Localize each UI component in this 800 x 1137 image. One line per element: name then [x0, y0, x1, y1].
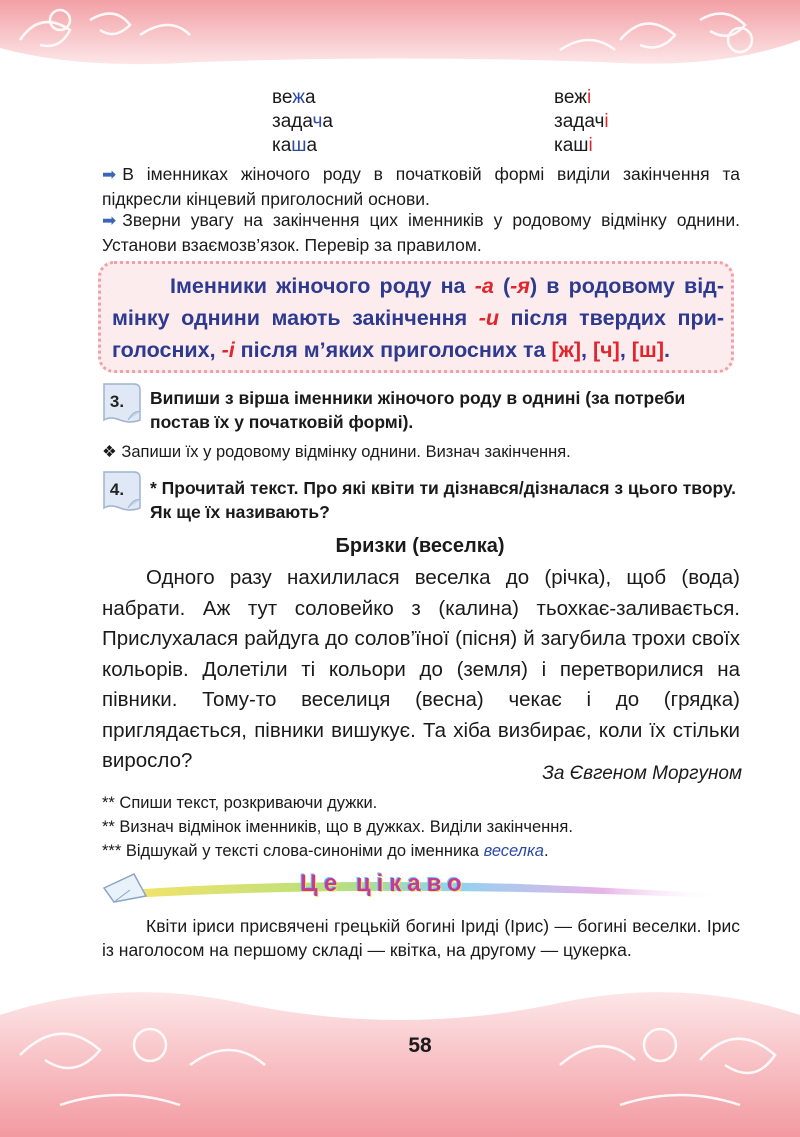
extra-task-1: ** Спиши текст, розкриваючи дужки.	[102, 794, 378, 812]
top-ornament	[0, 0, 800, 90]
arrow-right-icon: ➡	[102, 211, 117, 230]
word-kasha: каша	[272, 135, 318, 156]
extra-task-3: *** Відшукай у тексті слова-синоніми до іменника веселка.	[102, 842, 549, 860]
word-vezha: вежа	[272, 87, 316, 108]
word-vezhi: вежі	[554, 87, 592, 108]
interesting-banner-title: Це цікаво	[300, 870, 468, 897]
task-3-subtask: ❖ Запиши їх у родовому відмінку однини. Визнач закінчення.	[102, 443, 571, 461]
fact-text: Квіти іриси присвячені грецькій богині Іриді (Ірис) — богині веселки. Ірис із наголосом на першому складі — квітка, на другому — цукерка.	[102, 916, 740, 960]
instruction-2: ➡ Зверни увагу на закінчення цих іменників у родовому відмінку однини. Установи взаємозв’язок. Перевір за правилом.	[102, 210, 740, 255]
grammar-rule: Іменники жіночого роду на -а (-я) в родовому відмінку однини мають закінчення -и після твердих приголосних, -і після м’яких приголосних та [ж], [ч], [ш].	[112, 274, 724, 362]
story-text: Одного разу нахилилася веселка до (річка), щоб (вода) набрати. Аж тут соловейко з (калина) тьохкає-заливається. Прислухалася райдуга до солов’їної (пісня) й загубила трохи своїх кольорів. Долетіли ті кольори до (земля) і перетворилися на півники. Тому-то веселиця (весна) чекає і до (грядка) приглядається, півники вишукує. Та хіба визбирає, коли їх стільки виросло?	[102, 566, 740, 772]
word-kashi: каші	[554, 135, 593, 156]
story-title: Бризки (веселка)	[335, 535, 505, 557]
instruction-1: ➡ В іменниках жіночого роду в початковій формі виділи закінчення та підкресли кінцевий приголосний основи.	[102, 164, 740, 209]
word-column-left	[272, 86, 333, 158]
task-3-text: Випиши з вірша іменники жіночого роду в однині (за потреби постав їх у початковій формі).	[150, 388, 686, 432]
word-zadacha: задача	[272, 111, 333, 132]
task-4-text: * Прочитай текст. Про які квіти ти дізнався/дізналася з цього твору. Як ще їх називають?	[150, 478, 737, 522]
task-4-number-badge: 4.	[100, 468, 144, 514]
diamond-bullet-icon: ❖	[102, 443, 122, 461]
word-column-right	[554, 86, 609, 158]
task-3-number-badge: 3.	[100, 380, 144, 426]
story-author: За Євгеном Моргуном	[542, 763, 742, 784]
page-number: 58	[408, 1034, 432, 1057]
extra-task-2: ** Визнач відмінок іменників, що в дужках. Виділи закінчення.	[102, 818, 573, 836]
word-zadachi: задачі	[554, 111, 609, 132]
arrow-right-icon: ➡	[102, 165, 117, 184]
